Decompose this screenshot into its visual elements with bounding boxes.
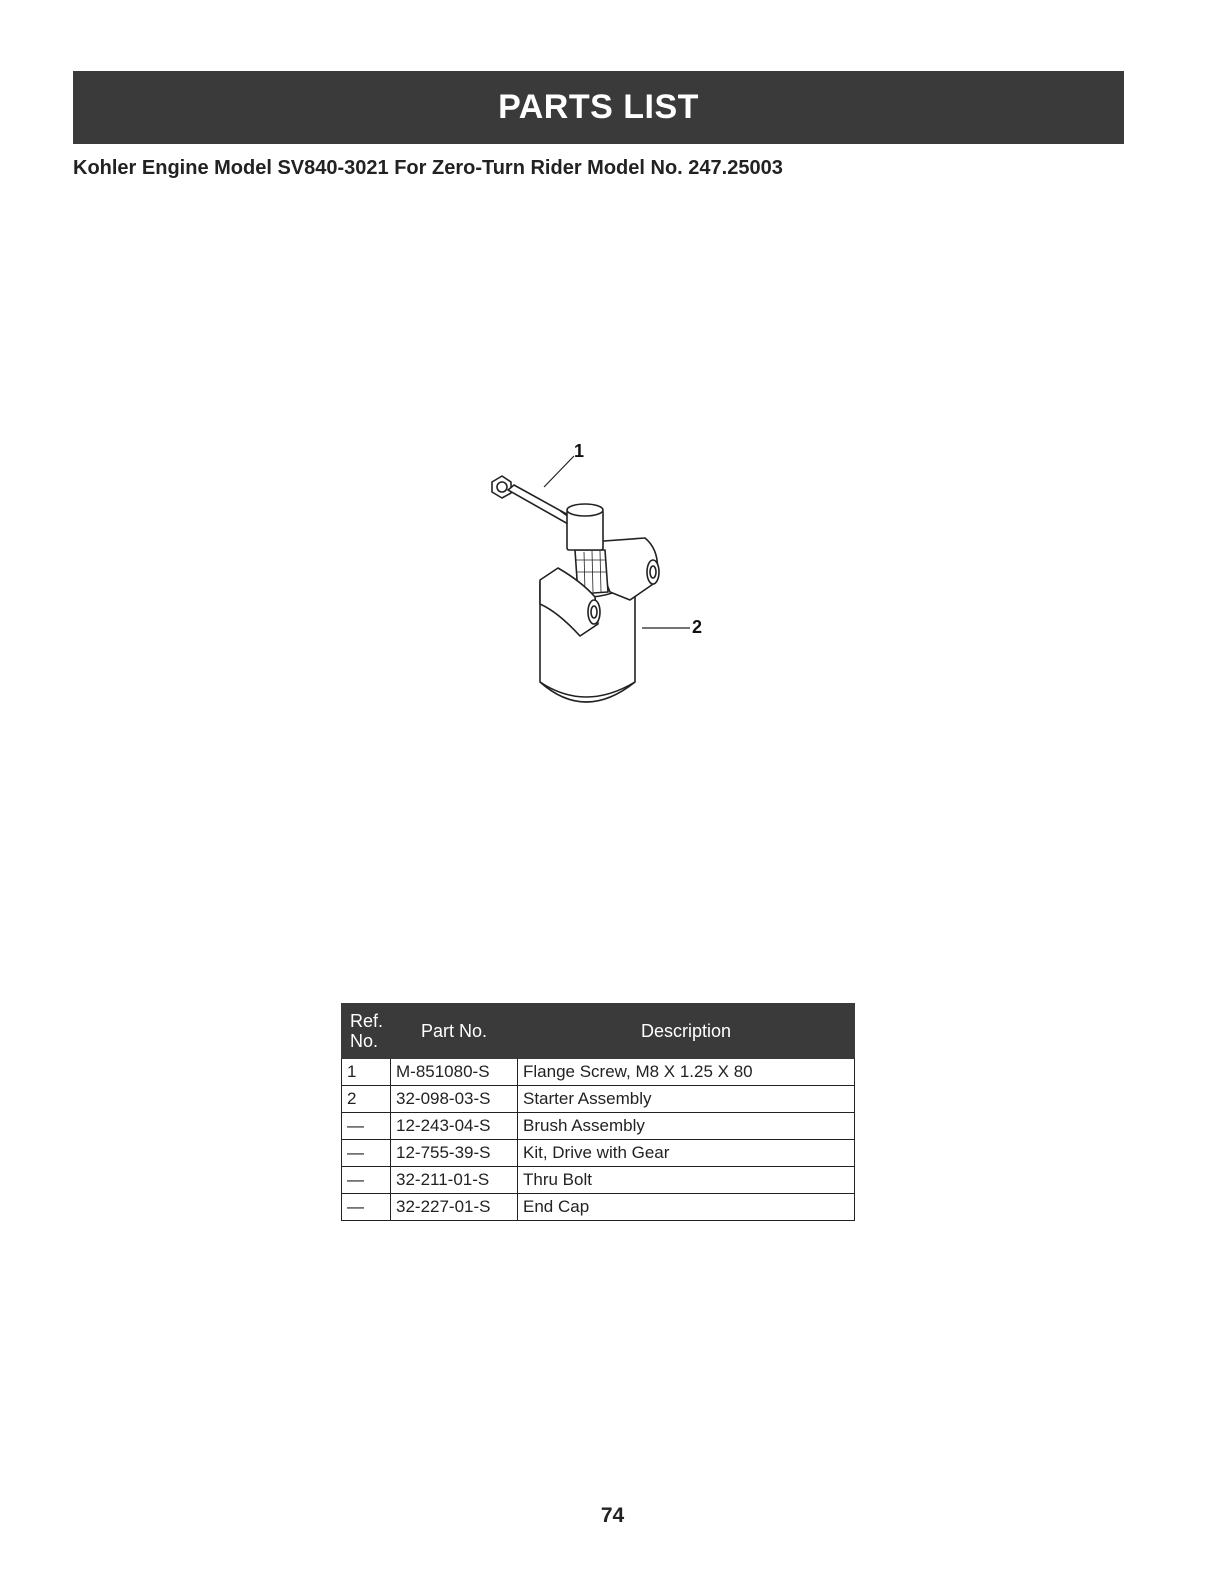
callout-2: 2: [692, 617, 703, 637]
description-header: Description: [518, 1004, 855, 1059]
starter-assembly-illustration: [540, 504, 659, 702]
ref-cell: —: [342, 1167, 391, 1194]
description-cell: Flange Screw, M8 X 1.25 X 80: [518, 1059, 855, 1086]
table-header-row: [342, 1004, 855, 1059]
ref-cell: —: [342, 1113, 391, 1140]
ref-cell: —: [342, 1194, 391, 1221]
page-number: 74: [600, 1504, 625, 1527]
page-title: PARTS LIST: [498, 88, 699, 126]
description-cell: Brush Assembly: [518, 1113, 855, 1140]
part-cell: 12-243-04-S: [391, 1113, 518, 1140]
table-row: [342, 1167, 855, 1194]
part-cell: 32-227-01-S: [391, 1194, 518, 1221]
part-cell: 12-755-39-S: [391, 1140, 518, 1167]
description-cell: Thru Bolt: [518, 1167, 855, 1194]
table-row: [342, 1059, 855, 1086]
description-cell: Kit, Drive with Gear: [518, 1140, 855, 1167]
description-cell: End Cap: [518, 1194, 855, 1221]
part-cell: M-851080-S: [391, 1059, 518, 1086]
parts-table: [341, 1003, 855, 1221]
starter-diagram: [470, 432, 740, 722]
table-row: [342, 1086, 855, 1113]
description-cell: Starter Assembly: [518, 1086, 855, 1113]
ref-no-header: Ref. No.: [342, 1004, 391, 1059]
ref-cell: 2: [342, 1086, 391, 1113]
engine-model-subtitle: Kohler Engine Model SV840-3021 For Zero-Turn Rider Model No. 247.25003: [73, 157, 783, 179]
part-no-header: Part No.: [391, 1004, 518, 1059]
part-cell: 32-098-03-S: [391, 1086, 518, 1113]
ref-cell: 1: [342, 1059, 391, 1086]
part-cell: 32-211-01-S: [391, 1167, 518, 1194]
callout-1: 1: [574, 441, 585, 461]
ref-cell: —: [342, 1140, 391, 1167]
table-row: [342, 1140, 855, 1167]
table-row: [342, 1194, 855, 1221]
title-banner: [73, 71, 1124, 144]
table-row: [342, 1113, 855, 1140]
